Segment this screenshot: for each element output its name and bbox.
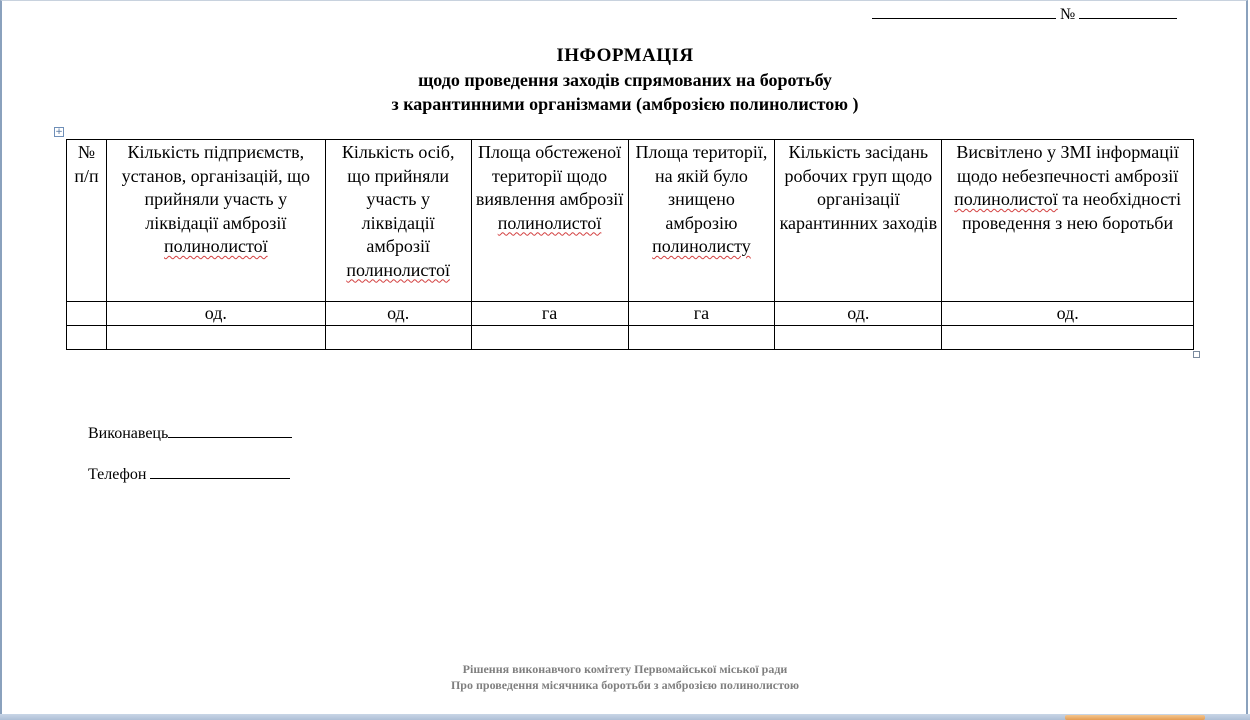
document-title (0, 44, 1250, 116)
column-header-meetings[interactable]: Кількість засідань робочих груп щодо організації карантинних заходів (775, 140, 942, 302)
data-cell[interactable] (942, 326, 1194, 350)
footer-line-2: Про проведення місячника боротьби з амброзією полинолистою (450, 678, 800, 692)
table-header-row (67, 140, 1194, 302)
data-cell[interactable] (471, 326, 628, 350)
data-cell[interactable] (628, 326, 775, 350)
unit-cell[interactable]: од. (325, 302, 471, 326)
column-header-media[interactable]: Висвітлено у ЗМІ інформації щодо небезпечності амброзії полинолистої та необхідності проведення з нею боротьби (942, 140, 1194, 302)
number-blank[interactable] (1079, 6, 1177, 19)
unit-cell[interactable]: од. (942, 302, 1194, 326)
column-header-number[interactable]: № п/п (67, 140, 107, 302)
title-line-3: з карантинними організмами (амброзією полинолистою ) (391, 94, 859, 114)
data-cell[interactable] (67, 326, 107, 350)
units-row (67, 302, 1194, 326)
column-header-enterprises[interactable]: Кількість підприємств, установ, організацій, що прийняли участь у ліквідації амброзії полинолистої (106, 140, 325, 302)
title-main: ІНФОРМАЦІЯ (556, 45, 694, 66)
unit-cell[interactable]: га (471, 302, 628, 326)
executor-blank[interactable] (168, 425, 292, 438)
title-line-2: щодо проведення заходів спрямованих на боротьбу (418, 70, 832, 90)
column-header-destroyed-area[interactable]: Площа території, на якій було знищено амброзію полинолисту (628, 140, 775, 302)
data-cell[interactable] (775, 326, 942, 350)
page-footer (0, 661, 1250, 693)
number-sign: № (1060, 6, 1076, 23)
unit-cell[interactable]: од. (775, 302, 942, 326)
data-cell[interactable] (325, 326, 471, 350)
unit-cell[interactable] (67, 302, 107, 326)
unit-cell[interactable]: од. (106, 302, 325, 326)
document-number-line (872, 6, 1177, 24)
scrollbar-thumb[interactable] (1065, 715, 1205, 720)
executor-label: Виконавець (88, 425, 169, 442)
info-table (66, 139, 1194, 350)
data-cell[interactable] (106, 326, 325, 350)
column-header-surveyed-area[interactable]: Площа обстеженої території щодо виявлення амброзії полинолистої (471, 140, 628, 302)
phone-line (88, 466, 290, 484)
date-blank[interactable] (872, 6, 1056, 19)
footer-line-1: Рішення виконавчого комітету Первомайської міської ради (462, 662, 788, 676)
unit-cell[interactable]: га (628, 302, 775, 326)
phone-label: Телефон (88, 466, 147, 483)
table-move-handle-icon[interactable]: + (55, 127, 63, 137)
executor-line (88, 425, 292, 443)
phone-blank[interactable] (150, 466, 290, 479)
table-resize-handle[interactable] (1193, 351, 1200, 358)
horizontal-scrollbar[interactable] (0, 714, 1250, 720)
column-header-persons[interactable]: Кількість осіб, що прийняли участь у ліквідації амброзії полинолистої (325, 140, 471, 302)
empty-data-row (67, 326, 1194, 350)
